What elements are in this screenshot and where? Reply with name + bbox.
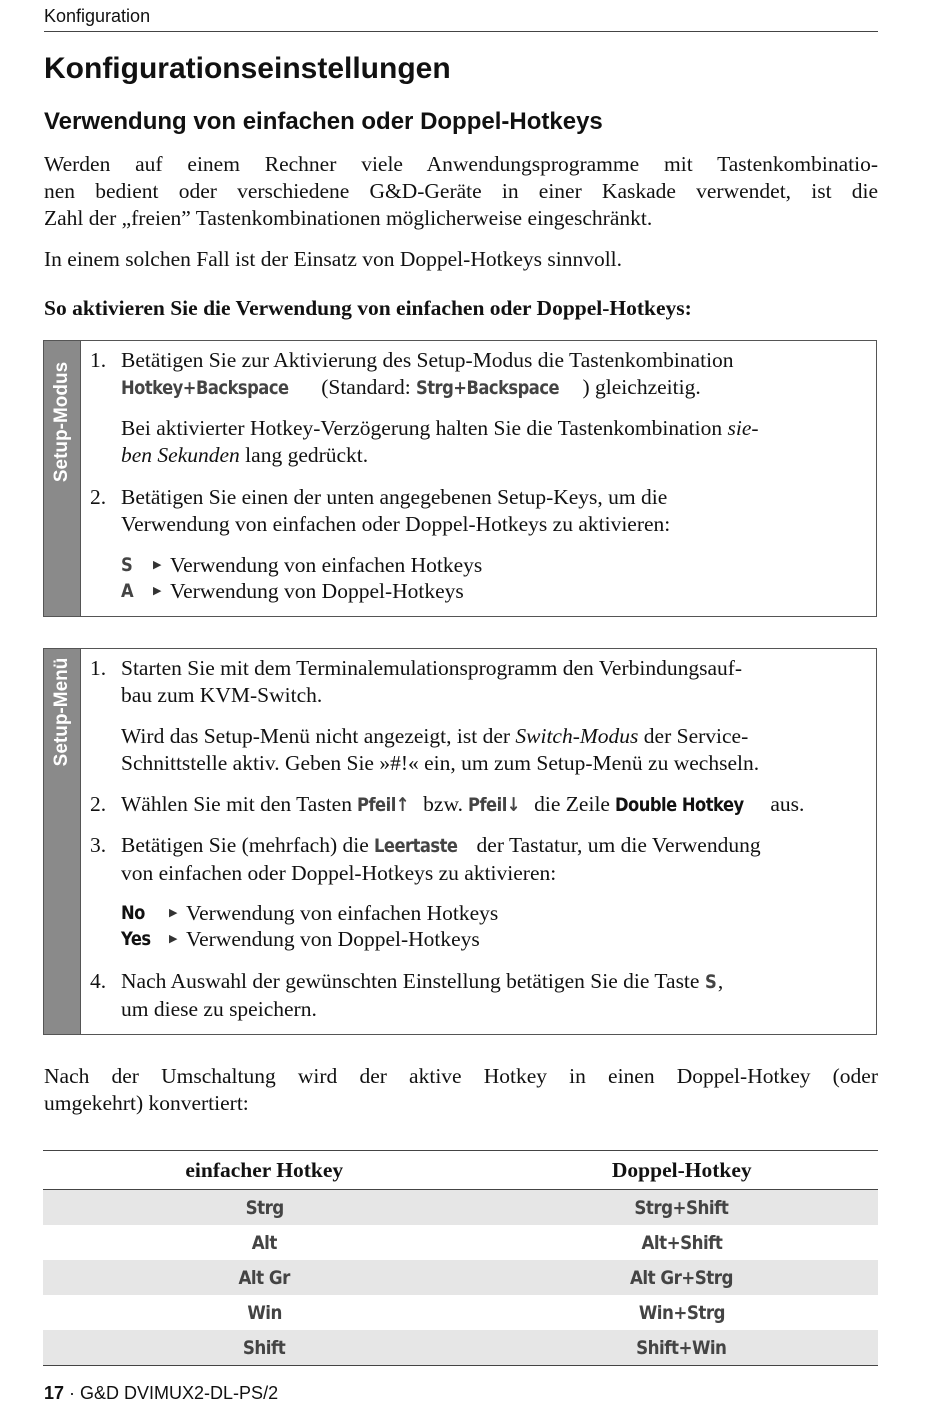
table-row	[43, 1295, 878, 1330]
step-text-end: der Tastatur, um die Verwendung	[471, 833, 761, 857]
setup-menu-tab	[44, 649, 81, 1034]
table-cell	[43, 1295, 486, 1330]
step-text-line-2: Verwendung von einfachen oder Doppel-Hotkeys zu aktivieren:	[121, 512, 671, 536]
arrow-right-icon: ▶	[153, 559, 162, 571]
step-text-line-2	[121, 374, 861, 402]
cell-key: Alt Gr	[238, 1266, 290, 1289]
table-cell	[486, 1225, 878, 1260]
note-text-end: der Service-	[638, 724, 749, 748]
note-italic-2: ben Sekunden	[121, 443, 240, 467]
step-text: Betätigen Sie einen der unten angegebenen Setup-Keys, um die	[121, 485, 668, 509]
step-number: 1.	[90, 348, 107, 372]
arrow-right-icon: ▶	[169, 907, 178, 919]
column-header-double: Doppel-Hotkey	[486, 1151, 878, 1190]
key-hotkey-backspace: Hotkey+Backspace	[121, 377, 289, 399]
note-text-line-2: Schnittstelle aktiv. Geben Sie »#!« ein, um zum Setup-Menü zu wechseln.	[121, 751, 760, 775]
step-number: 3.	[90, 833, 107, 857]
table-cell	[43, 1190, 486, 1226]
setup-menu-tab-label: Setup-Menü	[51, 657, 72, 767]
intro-paragraph	[44, 151, 878, 232]
section-title: Verwendung von einfachen oder Doppel-Hotkeys	[44, 108, 603, 135]
product-name: G&D DVIMUX2-DL-PS/2	[80, 1383, 279, 1403]
key-space: Leertaste	[374, 835, 458, 857]
cell-key: Strg	[245, 1196, 284, 1219]
intro-line-3: Zahl der „freien” Tastenkombinationen möglicherweise eingeschränkt.	[44, 206, 653, 230]
step-number: 4.	[90, 969, 107, 993]
option-text: Verwendung von einfachen Hotkeys	[170, 553, 483, 577]
page-title: Konfigurationseinstellungen	[44, 52, 451, 85]
intro-line-1: Werden auf einem Rechner viele Anwendungsprogramme mit Tastenkombinatio-	[44, 152, 878, 176]
setup-menu-step-1	[90, 655, 860, 709]
option-text: Verwendung von Doppel-Hotkeys	[170, 579, 464, 603]
arrow-right-icon: ▶	[169, 933, 178, 945]
instruction-heading: So aktivieren Sie die Verwendung von einfachen oder Doppel-Hotkeys:	[44, 296, 692, 320]
note-text-end: lang gedrückt.	[239, 443, 369, 467]
step-text-end: ) gleichzeitig.	[582, 375, 701, 399]
setup-mode-step-2	[90, 484, 860, 538]
step-number: 2.	[90, 485, 107, 509]
step-number: 1.	[90, 656, 107, 680]
intro-line-2: nen bedient oder verschiedene G&D-Geräte in einer Kaskade verwendet, ist die	[44, 179, 878, 203]
cell-key: Shift+Win	[636, 1336, 727, 1359]
key-s: S	[704, 971, 717, 993]
option-no: No	[121, 902, 145, 924]
step-text-line-2: um diese zu speichern.	[121, 997, 317, 1021]
setup-menu-step-4	[90, 968, 860, 1022]
step-number: 2.	[90, 792, 107, 816]
outro-line-2: umgekehrt) konvertiert:	[44, 1091, 249, 1115]
table-cell	[43, 1225, 486, 1260]
table-row	[43, 1260, 878, 1295]
step-text-mid-2: die Zeile	[528, 792, 616, 816]
arrow-right-icon: ▶	[153, 585, 162, 597]
running-header	[44, 6, 878, 32]
page-number: 17	[44, 1383, 65, 1403]
step-text: Nach Auswahl der gewünschten Einstellung betätigen Sie die Taste	[121, 969, 705, 993]
cell-key: Alt+Shift	[641, 1231, 723, 1254]
step-text: Betätigen Sie zur Aktivierung des Setup-Modus die Tastenkombination	[121, 348, 734, 372]
cell-key: Alt	[251, 1231, 277, 1254]
step-text-mid: (Standard:	[315, 375, 417, 399]
option-yes: Yes	[121, 928, 151, 950]
running-header-label: Konfiguration	[44, 6, 151, 26]
setup-menu-step-1-note	[121, 723, 861, 777]
step-text-line-2: von einfachen oder Doppel-Hotkeys zu aktivieren:	[121, 861, 557, 885]
step-text: Betätigen Sie (mehrfach) die	[121, 833, 375, 857]
cell-key: Shift	[243, 1336, 286, 1359]
setup-key-s: S	[121, 554, 133, 576]
menu-item-double-hotkey: Double Hotkey	[615, 794, 745, 816]
setup-menu-step-3	[90, 832, 860, 886]
table-row	[43, 1225, 878, 1260]
step-text-end: ,	[717, 969, 724, 993]
footer-separator: ·	[64, 1383, 81, 1403]
option-text: Verwendung von einfachen Hotkeys	[186, 901, 499, 925]
note-italic: sie-	[727, 416, 759, 440]
outro-paragraph	[44, 1063, 878, 1117]
key-arrow-up: Pfeil↑	[357, 794, 410, 816]
setup-menu-box	[43, 648, 877, 1035]
page-footer	[44, 1383, 278, 1404]
outro-line-1: Nach der Umschaltung wird der aktive Hotkey in einen Doppel-Hotkey (oder	[44, 1064, 878, 1088]
setup-mode-tab	[44, 341, 81, 616]
table-cell	[486, 1190, 878, 1226]
table-row	[43, 1190, 878, 1226]
cell-key: Win+Strg	[638, 1301, 725, 1324]
note-text: Wird das Setup-Menü nicht angezeigt, ist der	[121, 724, 516, 748]
table-cell	[486, 1260, 878, 1295]
cell-key: Alt Gr+Strg	[630, 1266, 734, 1289]
setup-key-a: A	[121, 580, 134, 602]
column-header-single: einfacher Hotkey	[43, 1151, 486, 1190]
setup-menu-step-2	[90, 791, 860, 818]
intro-paragraph-2: In einem solchen Fall ist der Einsatz von Doppel-Hotkeys sinnvoll.	[44, 247, 623, 271]
key-strg-backspace: Strg+Backspace	[416, 377, 560, 399]
setup-mode-box	[43, 340, 877, 617]
note-text: Bei aktivierter Hotkey-Verzögerung halten Sie die Tastenkombination	[121, 416, 728, 440]
hotkey-conversion-table	[43, 1150, 878, 1366]
table-row	[43, 1330, 878, 1366]
table-cell	[43, 1260, 486, 1295]
key-arrow-down: Pfeil↓	[468, 794, 521, 816]
setup-mode-step-1-note	[121, 415, 861, 469]
table-cell	[43, 1330, 486, 1366]
note-italic: Switch-Modus	[515, 724, 639, 748]
setup-mode-tab-label: Setup-Modus	[51, 361, 72, 483]
option-text: Verwendung von Doppel-Hotkeys	[186, 927, 480, 951]
step-text-end: aus.	[764, 792, 805, 816]
table-cell	[486, 1330, 878, 1366]
step-text: Wählen Sie mit den Tasten	[121, 792, 358, 816]
step-text-mid: bzw.	[417, 792, 469, 816]
step-text: Starten Sie mit dem Terminalemulationsprogramm den Verbindungsauf-	[121, 656, 743, 680]
table-header-row	[43, 1151, 878, 1190]
cell-key: Strg+Shift	[634, 1196, 729, 1219]
table-cell	[486, 1295, 878, 1330]
cell-key: Win	[247, 1301, 282, 1324]
step-text-line-2: bau zum KVM-Switch.	[121, 683, 323, 707]
setup-mode-step-1	[90, 347, 860, 401]
